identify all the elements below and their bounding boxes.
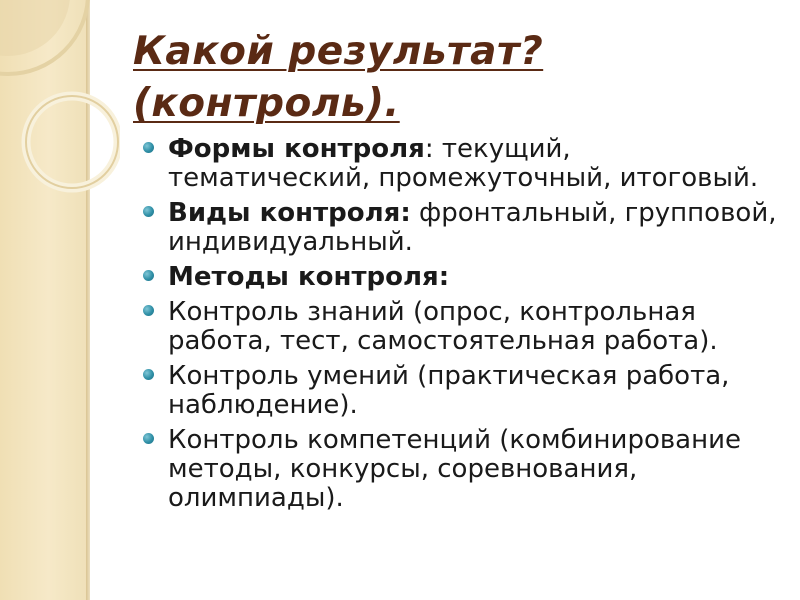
bullet-list bbox=[140, 135, 780, 519]
bullet-item-forms bbox=[140, 135, 780, 193]
circle-ornament-icon bbox=[0, 0, 120, 220]
bullet-item-types bbox=[140, 199, 780, 257]
bullet-item-competence-control bbox=[140, 426, 780, 513]
bullet-text: Контроль компетенций (комбинирование методы, конкурсы, соревнования, олимпиады). bbox=[168, 425, 742, 513]
bullet-bold-text: Виды контроля: bbox=[168, 198, 411, 228]
bullet-item-skills-control bbox=[140, 362, 780, 420]
bullet-text: Контроль умений (практическая работа, наблюдение). bbox=[168, 361, 730, 420]
bullet-text: Контроль знаний (опрос, контрольная работа, тест, самостоятельная работа). bbox=[168, 297, 718, 356]
bullet-text: фронтальный, групповой, индивидуальный. bbox=[168, 198, 777, 257]
bullet-bold-text: Методы контроля: bbox=[168, 262, 450, 292]
bullet-bold-text: Формы контроля bbox=[168, 134, 425, 164]
bullet-item-knowledge-control bbox=[140, 298, 780, 356]
slide-title bbox=[133, 26, 773, 130]
title-line-1: Какой результат? bbox=[133, 29, 544, 74]
bullet-text: : текущий, тематический, промежуточный, итоговый. bbox=[168, 134, 759, 193]
bullet-item-methods bbox=[140, 263, 780, 292]
title-line-2: (контроль). bbox=[133, 81, 400, 126]
